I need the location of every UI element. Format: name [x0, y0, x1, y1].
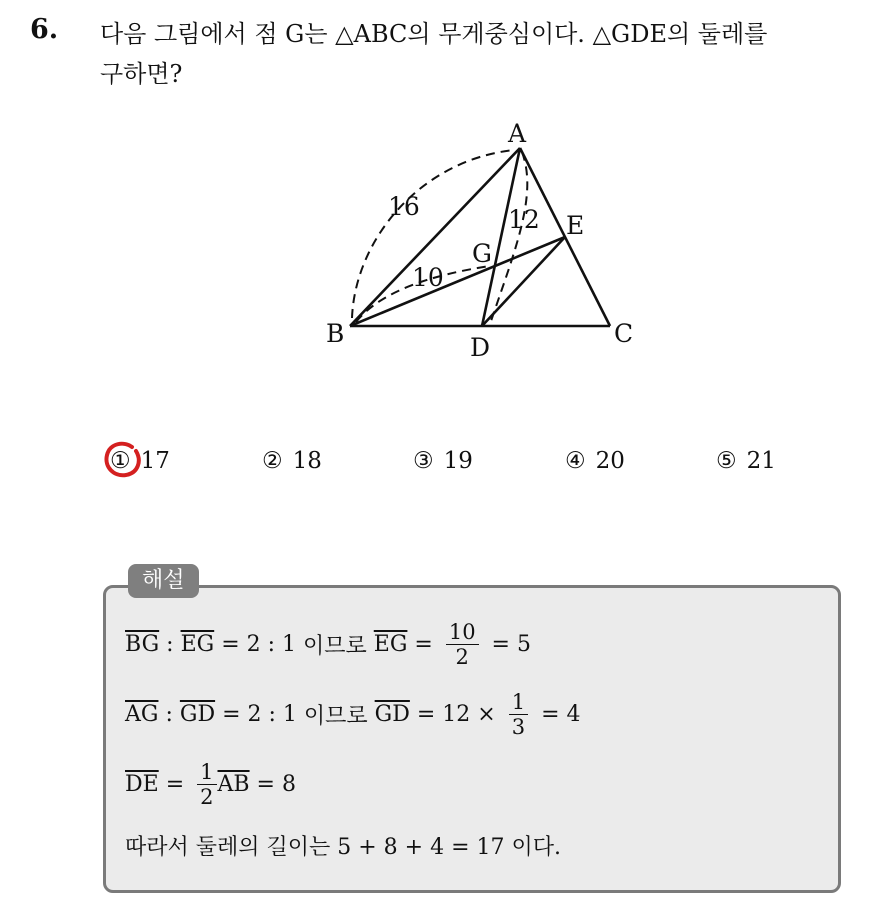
fraction-numerator: 10: [446, 620, 479, 645]
ratio-sep: :: [158, 702, 180, 727]
selected-answer-ring-icon: [102, 439, 144, 481]
fraction: [509, 690, 528, 739]
label-d: D: [470, 333, 491, 362]
solution-line-2: [125, 690, 581, 739]
choice-value: 21: [746, 448, 776, 474]
choice-mark: ④: [565, 448, 586, 474]
solution-line-1: [125, 620, 531, 669]
conclusion-text: 따라서 둘레의 길이는 5 + 8 + 4 = 17 이다.: [125, 835, 561, 860]
solution-line-3: [125, 760, 296, 809]
answer-choices: [0, 448, 884, 484]
choice-mark: ⑤: [716, 448, 737, 474]
choice-value: 20: [595, 448, 625, 474]
ratio-value: = 2 : 1: [215, 702, 297, 727]
label-g: G: [472, 239, 492, 268]
segment-be: [350, 237, 565, 326]
label-a: A: [508, 119, 527, 148]
segment-ad: [482, 148, 520, 326]
segment-de: $\overline{DE}$: [125, 772, 159, 797]
equals: = 12 ×: [409, 702, 503, 727]
length-ab: 16: [388, 192, 420, 221]
segment-bg: $\overline{BG}$: [125, 632, 160, 657]
label-b: B: [326, 319, 345, 348]
segment-ab: [350, 148, 520, 326]
solution-tag: 해설: [128, 564, 199, 598]
choice-1[interactable]: [110, 448, 170, 474]
segment-gd: $\overline{GD}$: [179, 702, 216, 727]
segment-ag: $\overline{AG}$: [125, 702, 159, 727]
result: = 4: [534, 702, 581, 727]
choice-4[interactable]: [565, 448, 625, 474]
connector-text: 이므로: [296, 704, 375, 729]
fraction-denominator: 3: [511, 715, 526, 739]
length-bg: 10: [412, 263, 444, 292]
fraction-numerator: 1: [197, 760, 216, 785]
choice-value: 17: [140, 448, 170, 474]
choice-value: 18: [292, 448, 322, 474]
question-line-1: 다음 그림에서 점 G는 △ABC의 무게중심이다. △GDE의 둘레를: [100, 20, 768, 48]
connector-text: 이므로: [296, 634, 374, 659]
segment-gd-result: $\overline{GD}$: [374, 702, 410, 727]
fraction: [197, 760, 216, 809]
fraction-numerator: 1: [509, 690, 528, 715]
choice-mark: ①: [110, 448, 131, 474]
result: = 8: [249, 772, 296, 797]
ratio-sep: :: [159, 632, 181, 657]
choice-3[interactable]: [413, 448, 473, 474]
choice-mark: ②: [262, 448, 283, 474]
length-ag: 12: [508, 205, 540, 234]
solution-line-4: [125, 830, 561, 861]
choice-value: 19: [443, 448, 473, 474]
fraction-denominator: 2: [200, 785, 214, 809]
question-line-2: 구하면?: [100, 60, 183, 88]
segment-ab: $\overline{AB}$: [217, 772, 250, 797]
label-c: C: [614, 319, 634, 348]
ratio-value: = 2 : 1: [214, 632, 297, 657]
segment-eg-result: $\overline{EG}$: [373, 632, 408, 657]
label-e: E: [566, 211, 585, 240]
fraction-denominator: 2: [455, 645, 469, 669]
triangle-figure: [0, 0, 884, 420]
result: = 5: [484, 632, 531, 657]
segment-eg: $\overline{EG}$: [180, 632, 215, 657]
choice-2[interactable]: [262, 448, 322, 474]
fraction: [446, 620, 479, 669]
choice-5[interactable]: [716, 448, 776, 474]
question-number: 6.: [30, 14, 59, 45]
equals: =: [158, 772, 192, 797]
equals: =: [407, 632, 440, 657]
choice-mark: ③: [413, 448, 434, 474]
